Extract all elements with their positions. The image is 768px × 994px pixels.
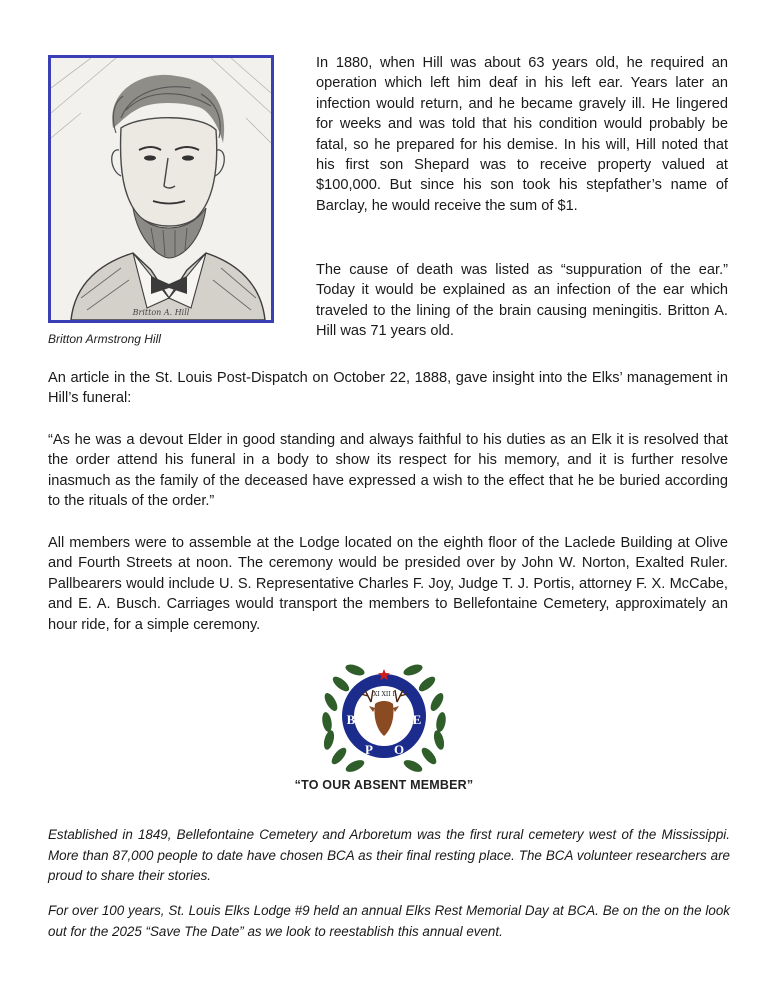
paragraph-resolution-quote: “As he was a devout Elder in good standing and always faithful to his duties as an Elk it is resolved that the order attend his funeral in a body to show its respect for his memory, and it is further resolve inasmuch as the family of the deceased have expressed a wish to the effect that he be buried according to the rituals of the order.”	[48, 432, 728, 510]
emblem-motto: “TO OUR ABSENT MEMBER”	[294, 778, 474, 792]
footer-elks-memorial: For over 100 years, St. Louis Elks Lodge #9 held an annual Elks Rest Memorial Day at BCA. Be on the on the look out for the 2025 “Save The Date” as we look to reestablish this annual event.	[48, 903, 730, 939]
emblem-letter-o: O	[393, 742, 405, 757]
portrait-sketch	[51, 58, 271, 320]
portrait-caption: Britton Armstrong Hill	[48, 332, 161, 346]
paragraph-funeral-details: All members were to assemble at the Lodge located on the eighth floor of the Laclede Building at Olive and Fourth Streets at noon. The ceremony would be presided over by John W. Norton, Exalted Ruler. Pallbearers would include U. S. Representative Charles F. Joy, Judge T. J. Portis, attorney F. X. McCabe, and E. A. Busch. Carriages would transport the members to Bellefontaine Cemetery, approximately an hour ride, for a simple ceremony.	[48, 535, 728, 633]
paragraph-cause-of-death: The cause of death was listed as “suppuration of the ear.” Today it would be explained as an infection of the ear which traveled to the lining of the brain causing meningitis. Britton A. Hill was 71 years old.	[316, 262, 728, 340]
portrait-signature: Britton A. Hill	[132, 308, 190, 317]
elks-emblem	[309, 652, 459, 776]
portrait-frame	[48, 55, 274, 323]
paragraph-illness: In 1880, when Hill was about 63 years old, he required an operation which left him deaf in his left ear. Years later an infection would return, and he became gravely ill. He lingered for weeks and was told that his condition would probably be fatal, so he prepared for his demise. In his will, Hill noted that his first son Shepard was to receive property valued at $100,000. But since his son took his stepfather’s name of Barclay, he would receive the sum of $1.	[316, 55, 728, 214]
emblem-letter-b: B	[346, 712, 356, 727]
paragraph-article-intro: An article in the St. Louis Post-Dispatch on October 22, 1888, gave insight into the Elks’ management in Hill’s funeral:	[48, 370, 728, 407]
emblem-clock-numerals: XI XII I	[373, 691, 395, 698]
emblem-letter-p: P	[365, 742, 373, 757]
footer-bca-info: Established in 1849, Bellefontaine Cemetery and Arboretum was the first rural cemetery west of the Mississippi. More than 87,000 people to date have chosen BCA as their final resting place. The BCA volunteer researchers are proud to share their stories.	[48, 827, 730, 883]
emblem-letter-e: E	[412, 712, 422, 727]
